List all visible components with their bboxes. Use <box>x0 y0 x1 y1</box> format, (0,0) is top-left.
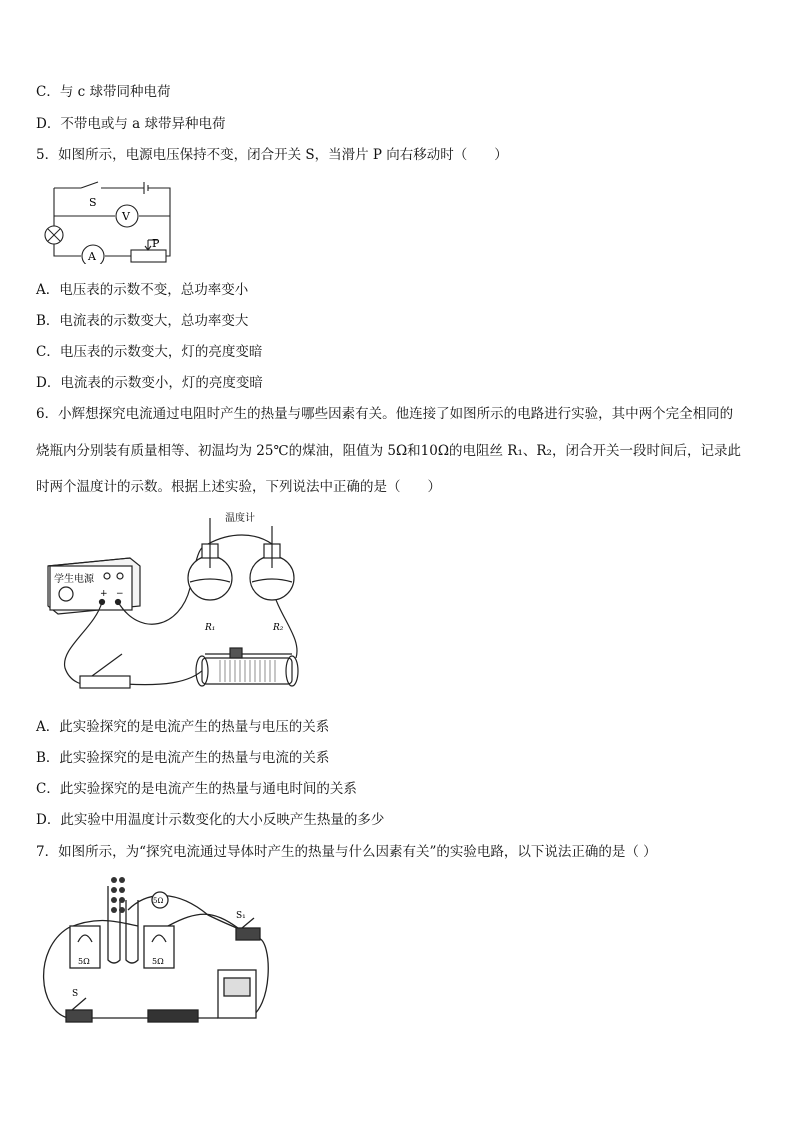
option-6b: B．此实验探究的是电流产生的热量与电流的关系 <box>36 750 330 766</box>
option-6d: D．此实验中用温度计示数变化的大小反映产生热量的多少 <box>36 812 385 828</box>
label-r-top: 5Ω <box>153 897 164 905</box>
label-r-right: 5Ω <box>152 957 164 966</box>
slide-rheostat <box>202 658 292 684</box>
switch-s <box>66 1010 92 1022</box>
option-6a: A．此实验探究的是电流产生的热量与电压的关系 <box>36 719 330 735</box>
label-s: S <box>89 196 97 209</box>
label-minus: − <box>116 589 124 599</box>
option-5b: B．电流表的示数变大，总功率变大 <box>36 313 249 329</box>
line-q4d: D．不带电或与 a 球带异种电荷 <box>36 116 226 132</box>
label-v: V <box>122 210 130 223</box>
option-5c: C．电压表的示数变大，灯的亮度变暗 <box>36 344 263 360</box>
knife-switch <box>80 676 130 688</box>
option-6c: C．此实验探究的是电流产生的热量与通电时间的关系 <box>36 781 357 797</box>
label-r-left: 5Ω <box>78 957 90 966</box>
question-6-line3: 时两个温度计的示数。根据上述实验，下列说法中正确的是（ ） <box>36 479 441 495</box>
label-thermometer: 温度计 <box>225 513 255 524</box>
label-a: A <box>88 250 96 263</box>
label-power-supply: 学生电源 <box>54 574 94 585</box>
line-q4c: C．与 c 球带同种电荷 <box>36 84 171 100</box>
label-s: S <box>72 989 79 999</box>
switch-s <box>81 182 98 188</box>
rheostat <box>131 250 166 262</box>
figure-q7-apparatus <box>38 870 274 1030</box>
question-5: 5．如图所示，电源电压保持不变，闭合开关 S，当滑片 P 向右移动时（ ） <box>36 147 508 163</box>
label-plus: + <box>100 589 108 599</box>
switch-s1 <box>236 928 260 940</box>
figure-q5-circuit <box>36 178 186 264</box>
label-r1: R₁ <box>205 623 216 633</box>
question-7: 7．如图所示，为“探究电流通过导体时产生的热量与什么因素有关”的实验电路，以下说法正确的是（ ） <box>36 844 657 860</box>
label-r2: R₂ <box>273 623 284 633</box>
option-5d: D．电流表的示数变小，灯的亮度变暗 <box>36 375 263 391</box>
figure-q6-apparatus <box>40 508 310 704</box>
rheostat <box>148 1010 198 1022</box>
option-5a: A．电压表的示数不变，总功率变小 <box>36 282 249 298</box>
question-6-line1: 6．小辉想探究电流通过电阻时产生的热量与哪些因素有关。他连接了如图所示的电路进行实验，其中两个完全相同的 <box>36 406 734 422</box>
question-6-line2: 烧瓶内分别装有质量相等、初温均为 25℃的煤油，阻值为 5Ω和10Ω的电阻丝 R₁、R₂，闭合开关一段时间后，记录此 <box>36 443 741 459</box>
label-s1: S₁ <box>236 911 246 921</box>
label-p: P <box>152 237 160 250</box>
